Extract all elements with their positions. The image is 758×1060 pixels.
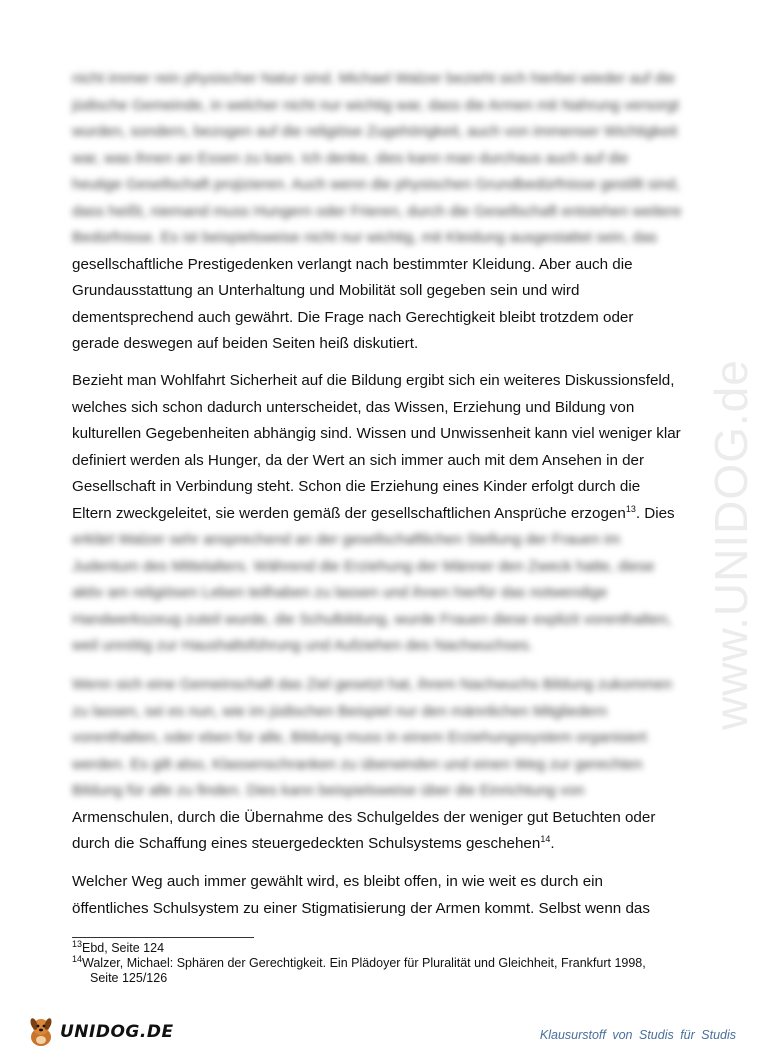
line-text: durch die Schaffung eines steuergedeckten Schulsystems geschehen (72, 835, 541, 852)
blurred-text (72, 66, 684, 252)
footnote-ref-14[interactable]: 14 (540, 833, 551, 844)
footnote-ref-13[interactable]: 13 (625, 503, 636, 514)
text-line: gesellschaftliche Prestigedenken verlangt nach bestimmter Kleidung. Aber auch die (72, 255, 633, 273)
text-line: Bezieht man Wohlfahrt Sicherheit auf die Bildung ergibt sich ein weiteres Diskussionsfeld, (72, 372, 675, 389)
text-line: jüdische Gemeinde, in welcher nicht nur wichtig war, dass die Armen mit Nahrung versorgt (72, 96, 679, 114)
logo-text: UNIDOG.DE (60, 1022, 174, 1042)
footnote-text: Ebd, Seite 124 (82, 941, 165, 955)
text-line: zu lassen, sei es nun, wie im jüdischen Beispiel nur den männlichen Mitgliedern (72, 702, 608, 720)
footnote-14 (72, 953, 692, 971)
line-text: Eltern zweckgeleitet, sie werden gemäß der gesellschaftlichen Ansprüche erzogen (72, 504, 626, 522)
text-line: war, was ihnen an Essen zu kam. Ich denke, dies kann man durchaus auch auf die (72, 149, 629, 167)
paragraph-4 (72, 869, 684, 922)
dog-mascot-icon (24, 1015, 58, 1049)
text-line: welches sich schon dadurch unterscheidet, das Wissen, Erziehung und Bildung von (72, 398, 635, 416)
line-tail: . Dies (635, 504, 675, 522)
paragraph-1 (72, 66, 684, 358)
line-tail: . (550, 835, 555, 852)
text-line: werden. Es gilt also, Klassenschranken zu überwinden und einen Weg zur gerechten (72, 755, 643, 773)
blurred-text (72, 672, 684, 805)
paragraph-3 (72, 672, 684, 858)
footnote-divider (72, 937, 254, 938)
text-line: Grundausstattung an Unterhaltung und Mobilität soll gegeben sein und wird (72, 282, 580, 299)
text-line: Welcher Weg auch immer gewählt wird, es bleibt offen, in wie weit es durch ein (72, 873, 603, 890)
text-line: aktiv am religiösen Leben teilhaben zu lassen und ihnen hierfür das notwendige (72, 584, 608, 601)
footnote-13 (72, 938, 692, 956)
text-line (72, 501, 684, 528)
footnote-text: Walzer, Michael: Sphären der Gerechtigkeit. Ein Plädoyer für Pluralität und Gleichheit, Frankfurt 1998, (82, 956, 646, 970)
footnote-14-continued: Seite 125/126 (90, 971, 168, 985)
text-line: Bedürfnisse. Es ist beispielsweise nicht nur wichtig, mit Kleidung ausgestattet sein, das (72, 229, 658, 246)
watermark: www.UNIDOG.de (705, 359, 757, 730)
footnote-number: 13 (72, 938, 83, 949)
blurred-text (72, 527, 684, 660)
paragraph-2 (72, 368, 684, 660)
footer-slogan: Klausurstoff von Studis für Studis (539, 1028, 736, 1042)
text-line: vorenthalten, oder eben für alle, Bildung muss in einem Erziehungssystem organisiert (72, 729, 647, 746)
text-line: dementsprechend auch gewährt. Die Frage nach Gerechtigkeit bleibt trotzdem oder (72, 308, 634, 326)
text-line: definiert werden als Hunger, da der Wert an sich immer auch mit dem Ansehen in der (72, 451, 645, 469)
text-line: Judentum des Mittelalters. Während die Erziehung der Männer den Zweck hatte, diese (72, 557, 655, 575)
text-line: Wenn sich eine Gemeinschaft das Ziel gesetzt hat, ihrem Nachwuchs Bildung zukommen (72, 676, 672, 693)
text-line: heutige Gesellschaft projizieren. Auch wenn die physischen Grundbedürfnisse gestillt sind, (72, 176, 680, 193)
text-line (72, 831, 684, 858)
footnotes (72, 938, 692, 986)
text-line: dass heißt, niemand muss Hungern oder Frieren, durch die Gesellschaft entstehen weitere (72, 202, 682, 220)
footnote-number: 14 (72, 953, 83, 964)
text-line: wurden, sondern, bezogen auf die religiöse Zugehörigkeit, auch von immenser Wichtigkeit (72, 123, 678, 140)
text-line: nicht immer rein physischer Natur sind. Michael Walzer bezieht sich hierbei wieder auf die (72, 70, 675, 87)
text-line: weil unnötig zur Haushaltsführung und Aufziehen des Nachwuchses. (72, 637, 533, 654)
unidog-logo[interactable] (24, 1015, 174, 1049)
text-line: öffentliches Schulsystem zu einer Stigmatisierung der Armen kommt. Selbst wenn das (72, 899, 650, 917)
text-line: Bildung für alle zu finden. Dies kann beispielsweise über die Einrichtung von (72, 782, 585, 799)
text-line: Handwerkszeug zuteil wurde, die Schulbildung, wurde Frauen diese explizit vorenthalten, (72, 610, 672, 628)
text-line: Armenschulen, durch die Übernahme des Schulgeldes der weniger gut Betuchten oder (72, 808, 656, 826)
text-line: erklärt Walzer sehr ansprechend an der gesellschaftlichen Stellung der Frauen im (72, 531, 621, 548)
text-line: kulturellen Gegebenheiten abhängig sind. Wissen und Unwissenheit kann viel weniger klar (72, 425, 681, 442)
text-line: Gesellschaft in Verbindung steht. Schon die Erziehung eines Kinder erfolgt durch die (72, 478, 641, 495)
text-line: gerade deswegen auf beiden Seiten heiß diskutiert. (72, 335, 419, 352)
